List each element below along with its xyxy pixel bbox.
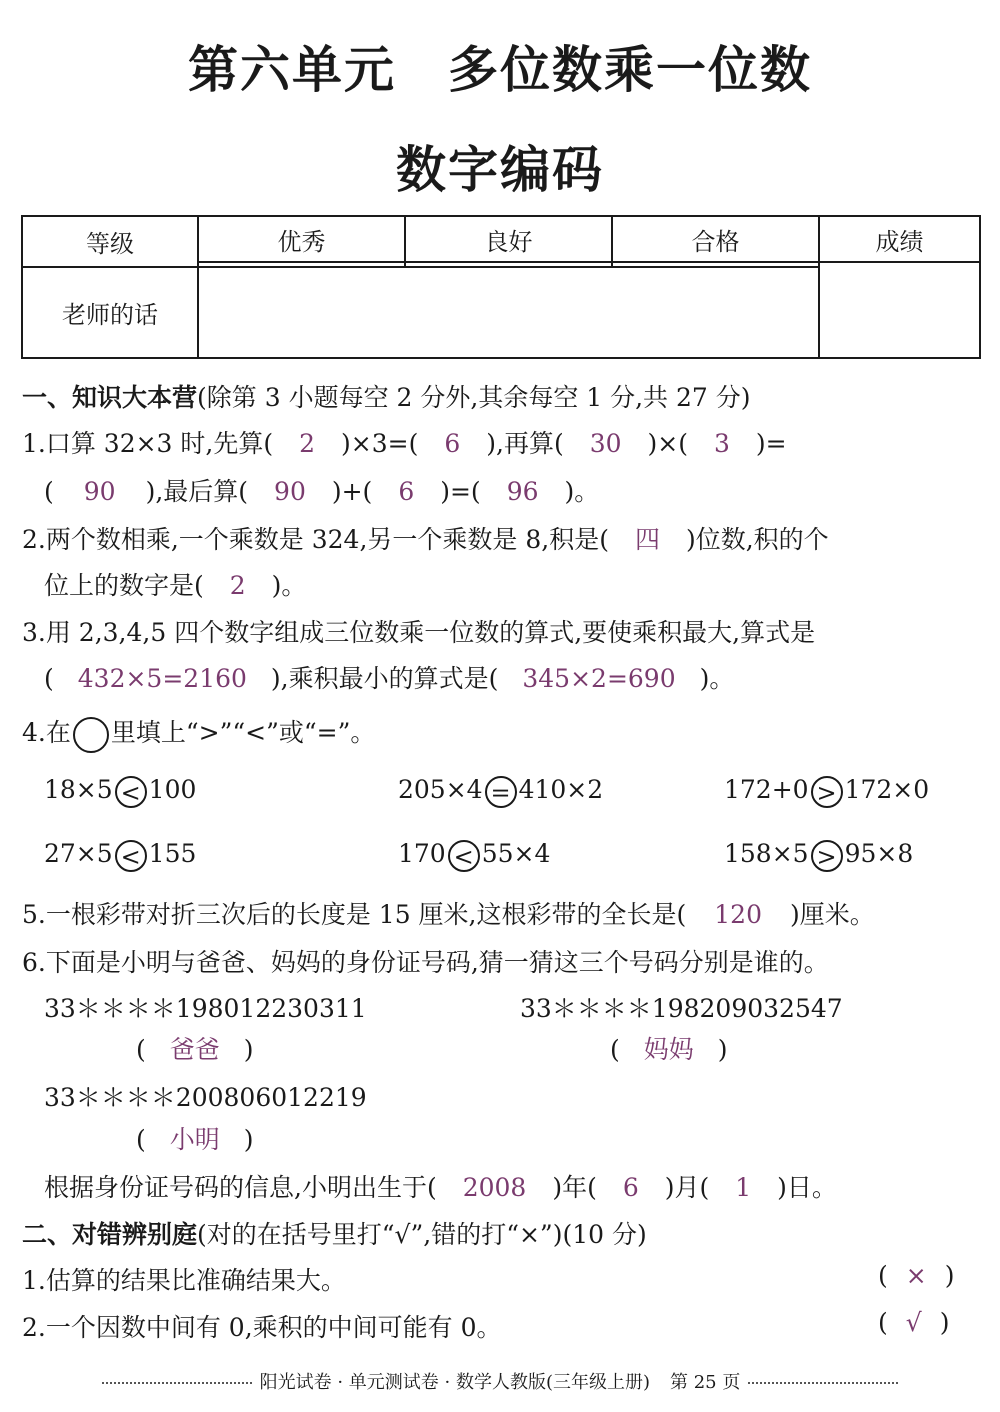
q4-line xyxy=(22,713,375,753)
s2-q1-text: 1.估算的结果比准确结果大。 xyxy=(22,1266,346,1295)
q3-answer-1: 432×5=2160 xyxy=(77,664,247,693)
q4-item-6 xyxy=(724,839,913,872)
q6-text-5: )日。 xyxy=(777,1173,837,1202)
q4-item-4-right: 155 xyxy=(148,839,197,868)
q2-text-4: )。 xyxy=(271,571,307,600)
q4-item-4 xyxy=(44,839,196,872)
q6-who2-answer: 妈妈 xyxy=(643,1035,694,1064)
q4-item-2-left: 205×4 xyxy=(398,775,483,804)
q4-item-2 xyxy=(398,775,603,808)
q3-text-2: ( xyxy=(44,664,54,693)
q6-id3: 33＊＊＊＊200806012219 xyxy=(44,1083,367,1112)
q4-item-2-right: 410×2 xyxy=(518,775,604,804)
q4-item-5-symbol: < xyxy=(448,840,480,872)
q6-who3-lp: ( xyxy=(136,1125,146,1154)
q4-item-1-left: 18×5 xyxy=(44,775,113,804)
grade-score-cell[interactable] xyxy=(819,262,980,358)
q6-who3-answer: 小明 xyxy=(169,1125,220,1154)
q6-who1-lp: ( xyxy=(136,1035,146,1064)
q4-item-6-left: 158×5 xyxy=(724,839,809,868)
s2-q1-answer: × xyxy=(905,1261,927,1290)
q1-text-5: )= xyxy=(755,429,787,458)
q5-text-2: )厘米。 xyxy=(789,900,875,929)
q2-text-1: 2.两个数相乘,一个乘数是 324,另一个乘数是 8,积是( xyxy=(22,525,609,554)
s2-q2-text: 2.一个因数中间有 0,乘积的中间可能有 0。 xyxy=(22,1313,502,1342)
q6-text-3: )年( xyxy=(552,1173,597,1202)
q6-answer-day: 1 xyxy=(735,1173,752,1202)
q1-text-7: ),最后算( xyxy=(145,477,249,506)
q1-text-6: ( xyxy=(44,477,54,506)
q4-item-5 xyxy=(398,839,550,872)
grade-good-header: 良好 xyxy=(405,216,612,262)
q2-text-3: 位上的数字是( xyxy=(44,571,204,600)
teacher-comment-cell[interactable] xyxy=(198,267,819,358)
q1-text-4: )×( xyxy=(647,429,688,458)
q1-line1 xyxy=(22,424,787,460)
grade-pass-header: 合格 xyxy=(612,216,819,262)
footer-dots-left xyxy=(102,1382,252,1384)
q2-text-2: )位数,积的个 xyxy=(685,525,829,554)
q3-line2 xyxy=(44,659,734,695)
section1-heading-line xyxy=(22,378,751,414)
q3-text-4: )。 xyxy=(699,664,735,693)
q1-text-3: ),再算( xyxy=(486,429,564,458)
q5-text-1: 5.一根彩带对折三次后的长度是 15 厘米,这根彩带的全长是( xyxy=(22,900,687,929)
q6-who1-rp: ) xyxy=(243,1035,254,1064)
grade-table xyxy=(21,215,981,359)
q6-who2-rp: ) xyxy=(717,1035,728,1064)
q1-answer-3: 30 xyxy=(589,429,622,458)
teacher-comment-label: 老师的话 xyxy=(22,267,198,358)
s2-q1-rp: ) xyxy=(944,1261,955,1290)
q4-text-2: 里填上“>”“<”或“=”。 xyxy=(110,718,376,747)
s2-q1-answer-box xyxy=(878,1261,954,1290)
q2-line2 xyxy=(44,566,306,602)
s2-q2-answer: √ xyxy=(905,1308,922,1337)
q4-item-6-right: 95×8 xyxy=(844,839,914,868)
q6-answer-month: 6 xyxy=(622,1173,639,1202)
s2-q2-lp: ( xyxy=(878,1308,888,1337)
grade-level-label: 等级 xyxy=(22,216,198,267)
s2-q2-answer-box xyxy=(878,1308,949,1337)
q3-answer-2: 345×2=690 xyxy=(522,664,676,693)
q6-who2-lp: ( xyxy=(610,1035,620,1064)
q1-answer-5: 90 xyxy=(83,477,116,506)
q4-text-1: 4.在 xyxy=(22,718,71,747)
section2-heading-line xyxy=(22,1215,647,1251)
q6-who3 xyxy=(136,1120,254,1156)
q2-line1 xyxy=(22,520,829,556)
q1-answer-7: 6 xyxy=(398,477,415,506)
grade-excellent-header: 优秀 xyxy=(198,216,405,262)
q6-answer-year: 2008 xyxy=(462,1173,527,1202)
q6-birth-line xyxy=(44,1168,837,1204)
q4-item-1 xyxy=(44,775,196,808)
q4-item-5-right: 55×4 xyxy=(481,839,551,868)
q4-item-3 xyxy=(724,775,929,808)
footer-page-number: 第 25 页 xyxy=(670,1372,741,1393)
s2-q1-lp: ( xyxy=(878,1261,888,1290)
q6-text-1: 6.下面是小明与爸爸、妈妈的身份证号码,猜一猜这三个号码分别是谁的。 xyxy=(22,948,829,977)
q1-answer-2: 6 xyxy=(444,429,461,458)
s2-q2-rp: ) xyxy=(939,1308,950,1337)
page-title: 第六单元 多位数乘一位数 xyxy=(188,40,812,99)
q5-line xyxy=(22,895,875,931)
section1-heading-note: (除第 3 小题每空 2 分外,其余每空 1 分,共 27 分) xyxy=(197,383,751,412)
q4-item-1-right: 100 xyxy=(148,775,197,804)
grade-score-header: 成绩 xyxy=(819,216,980,262)
q1-line2 xyxy=(44,472,599,508)
q6-text-4: )月( xyxy=(664,1173,710,1202)
q1-answer-6: 90 xyxy=(274,477,306,506)
q6-who1-answer: 爸爸 xyxy=(169,1035,220,1064)
q6-id2: 33＊＊＊＊198209032547 xyxy=(520,994,843,1023)
section1-heading: 一、知识大本营 xyxy=(22,383,198,412)
q1-text-1: 1.口算 32×3 时,先算( xyxy=(22,429,274,458)
q1-text-10: )。 xyxy=(564,477,600,506)
q4-item-6-symbol: > xyxy=(811,840,843,872)
q6-text-2: 根据身份证号码的信息,小明出生于( xyxy=(44,1173,437,1202)
q6-line1 xyxy=(22,943,829,979)
q4-item-4-symbol: < xyxy=(115,840,147,872)
footer-text: 阳光试卷 · 单元测试卷 · 数学人教版(三年级上册) xyxy=(259,1372,650,1393)
q1-text-2: )×3=( xyxy=(341,429,419,458)
q3-text-3: ),乘积最小的算式是( xyxy=(270,664,499,693)
q2-answer-2: 2 xyxy=(229,571,246,600)
q2-answer-1: 四 xyxy=(634,525,660,554)
q6-id1: 33＊＊＊＊198012230311 xyxy=(44,994,367,1023)
q3-text-1: 3.用 2,3,4,5 四个数字组成三位数乘一位数的算式,要使乘积最大,算式是 xyxy=(22,618,816,647)
q1-text-9: )=( xyxy=(440,477,481,506)
q4-item-5-left: 170 xyxy=(398,839,446,868)
q4-item-1-symbol: < xyxy=(115,776,147,808)
q4-item-3-symbol: > xyxy=(811,776,843,808)
q4-item-4-left: 27×5 xyxy=(44,839,113,868)
q1-answer-1: 2 xyxy=(299,429,316,458)
q6-who3-rp: ) xyxy=(243,1125,254,1154)
section2-heading-note: (对的在括号里打“√”,错的打“×”)(10 分) xyxy=(197,1220,647,1249)
q1-answer-4: 3 xyxy=(714,429,730,458)
q4-item-3-right: 172×0 xyxy=(844,775,930,804)
q6-who2 xyxy=(610,1030,728,1066)
q1-text-8: )+( xyxy=(331,477,373,506)
footer-dots-right xyxy=(748,1382,898,1384)
q6-who1 xyxy=(136,1030,254,1066)
page-subtitle: 数字编码 xyxy=(396,140,604,199)
q1-answer-8: 96 xyxy=(506,477,539,506)
page-footer xyxy=(0,1368,1000,1394)
section2-heading: 二、对错辨别庭 xyxy=(22,1220,198,1249)
q4-item-3-left: 172+0 xyxy=(724,775,809,804)
q3-line1 xyxy=(22,613,815,649)
circle-icon xyxy=(73,717,109,753)
q4-item-2-symbol: = xyxy=(485,776,517,808)
q5-answer-1: 120 xyxy=(714,900,762,929)
